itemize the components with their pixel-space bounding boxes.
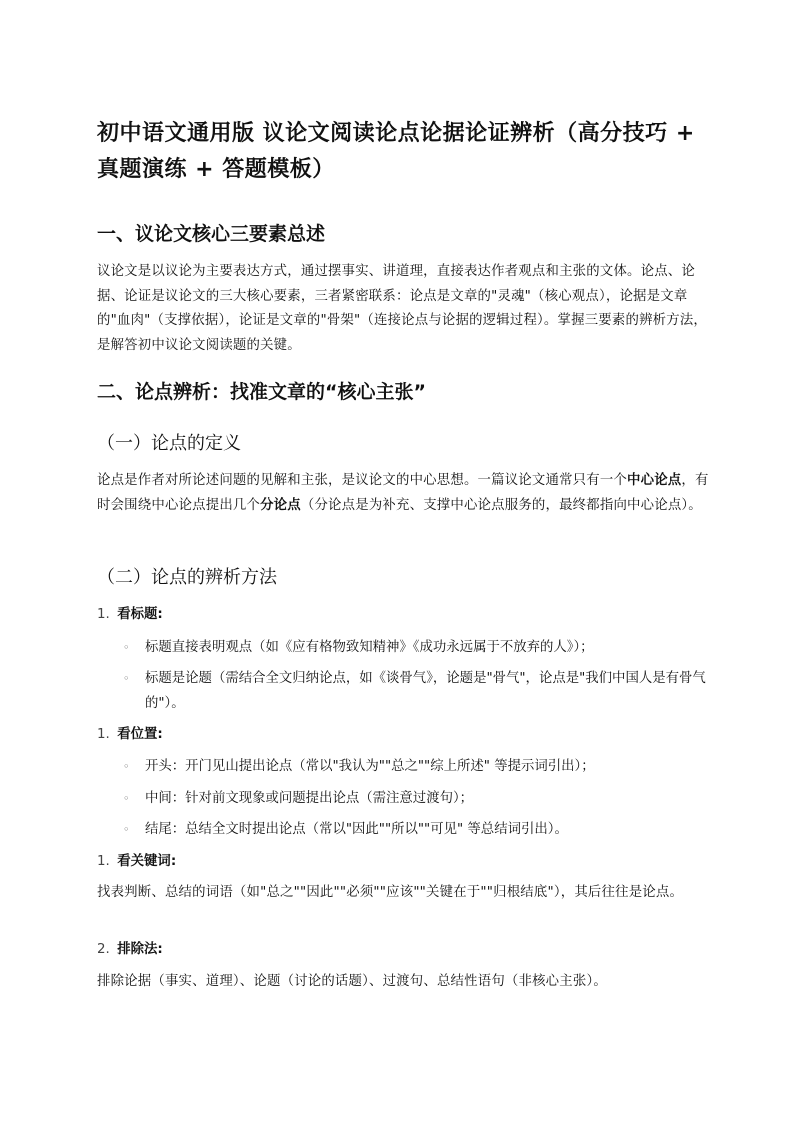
sub-argument-term: 分论点 [260,497,301,513]
list-item-title: 1. 看标题: [97,607,163,622]
subsection-method-heading: （二）论点的辨析方法 [97,567,277,588]
list-item-keywords: 1. 看关键词: [97,854,177,869]
subsection-definition-heading: （一）论点的定义 [97,433,241,454]
bullet-circle-icon: ◦ [123,760,130,773]
list-bullet: ◦ 标题是论题（需结合全文归纳论点，如《谈骨气》，论题是"骨气"，论点是"我们中国人是有骨气的"）。 [123,667,709,716]
definition-paragraph: 论点是作者对所论述问题的见解和主张，是议论文的中心思想。一篇议论文通常只有一个中心论点，有时会围绕中心论点提出几个分论点（分论点是为补充、支撑中心论点服务的，最终都指向中心论点）。 [97,473,709,513]
bullet-circle-icon: ◦ [123,823,130,836]
bullet-circle-icon: ◦ [123,641,130,654]
keywords-paragraph: 找表判断、总结的词语（如"总之""因此""必须""应该""关键在于""归根结底"），其后往往是论点。 [97,885,684,900]
list-bullet: ◦ 中间：针对前文现象或问题提出论点（需注意过渡句）； [123,787,709,812]
section-1-paragraph: 议论文是以议论为主要表达方式，通过摆事实、讲道理，直接表达作者观点和主张的文体。论点、论据、论证是议论文的三大核心要素，三者紧密联系：论点是文章的"灵魂"（核心观点），论据是文章的"血肉"（支撑依据），论证是文章的"骨架"（连接论点与论据的逻辑过程）。掌握三要素的辨析方法，是解答初中议论文阅读题的关键。 [97,264,708,353]
section-1-heading: 一、议论文核心三要素总述 [97,223,326,245]
document-title: 初中语文通用版 议论文阅读论点论据论证辨析（高分技巧 + 真题演练 + 答题模板） [97,121,695,182]
list-bullet: ◦ 开头：开门见山提出论点（常以"我认为""总之""综上所述" 等提示词引出）； [123,755,709,780]
central-argument-term: 中心论点 [627,473,682,488]
list-bullet: ◦ 标题直接表明观点（如《应有格物致知精神》《成功永远属于不放弃的人》）； [123,636,709,661]
bullet-circle-icon: ◦ [123,672,130,685]
bullet-circle-icon: ◦ [123,792,130,805]
list-bullet: ◦ 结尾：总结全文时提出论点（常以"因此""所以""可见" 等总结词引出）。 [123,818,709,843]
list-item-elimination: 2. 排除法: [97,942,163,957]
elimination-paragraph: 排除论据（事实、道理）、论题（讨论的话题）、过渡句、总结性语句（非核心主张）。 [97,974,607,989]
list-item-position: 1. 看位置: [97,727,163,742]
section-2-heading: 二、论点辨析：找准文章的“核心主张” [97,381,426,403]
